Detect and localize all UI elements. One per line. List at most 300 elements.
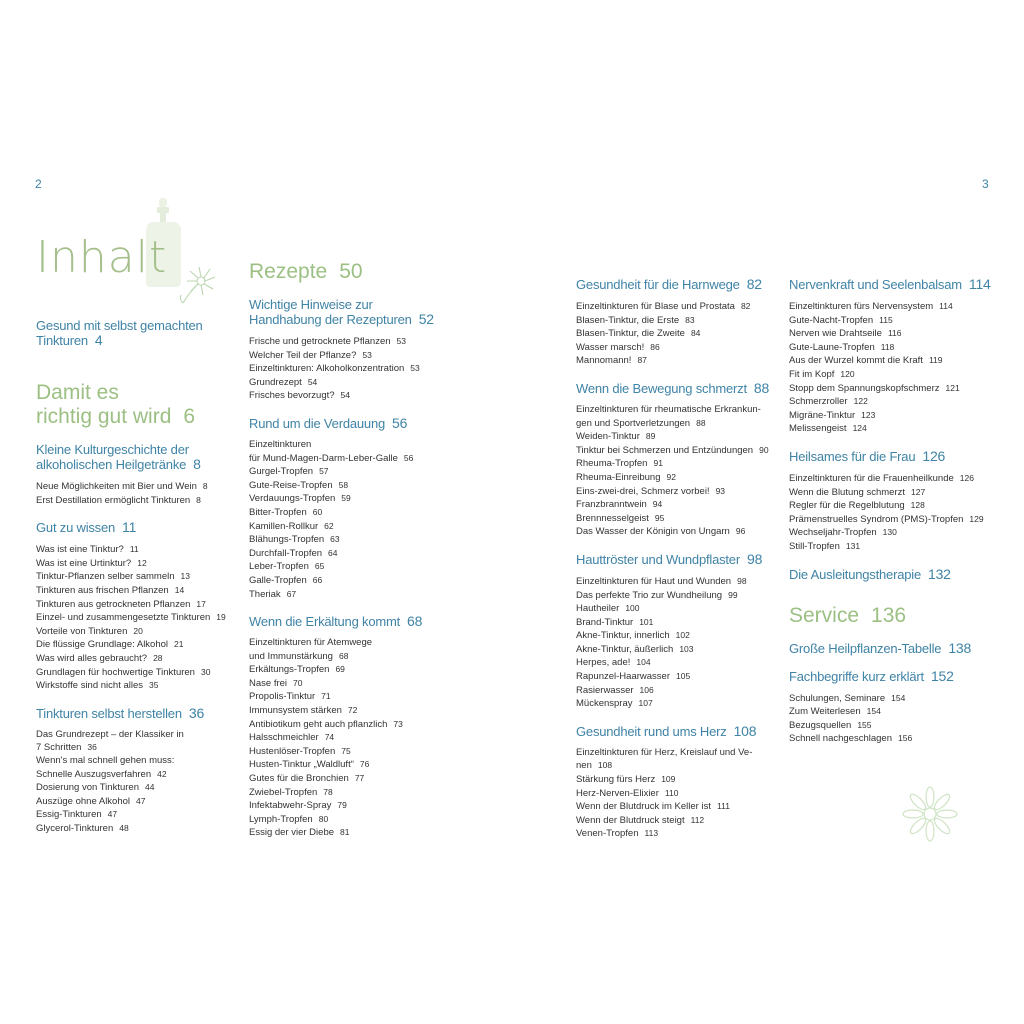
toc-entry-text: Zum Weiterlesen (789, 706, 861, 718)
toc-entry-page: 82 (740, 301, 751, 311)
toc-entry-text: Einzeltinkturen für Atemwege (249, 637, 373, 649)
toc-entry-page: 127 (911, 486, 926, 497)
toc-entry-text: Einzel- und zusammengesetzte Tinkturen (36, 612, 211, 624)
toc-entry-text: Akne-Tinktur, innerlich (576, 630, 670, 642)
toc-entry[interactable] (789, 732, 994, 746)
toc-entry-page: 47 (107, 809, 118, 820)
entry-list-gut (36, 543, 241, 693)
toc-entry[interactable] (249, 560, 474, 574)
toc-entry[interactable] (36, 666, 241, 680)
toc-entry-page: 88 (696, 417, 706, 428)
toc-entry-page: 59 (341, 493, 351, 504)
toc-entry-page: 115 (879, 314, 893, 325)
toc-entry-text: Gute-Laune-Tropfen (789, 341, 875, 353)
toc-entry[interactable] (576, 314, 781, 328)
toc-entry-page: 77 (354, 773, 365, 784)
section-heading-haut[interactable]: Hauttröster und Wundpflaster 98 (576, 550, 763, 567)
toc-entry-text: Prämenstruelles Syndrom (PMS)-Tropfen (789, 513, 964, 525)
toc-entry-text: Lymph-Tropfen (249, 813, 313, 825)
toc-entry-page: 68 (338, 650, 349, 661)
toc-entry-page: 78 (323, 786, 333, 797)
toc-entry[interactable] (249, 479, 474, 493)
section-heading-hinweise[interactable]: Wichtige Hinweise zur Handhabung der Rezepturen 52 (249, 297, 434, 327)
toc-entry[interactable] (576, 300, 781, 314)
section-heading-kultur[interactable]: Kleine Kulturgeschichte der alkoholischen Heilgetränke 8 (36, 442, 201, 472)
toc-entry[interactable] (576, 643, 781, 657)
toc-entry-page: 113 (644, 828, 659, 839)
section-heading-ausleitung[interactable]: Die Ausleitungstherapie 132 (789, 565, 951, 582)
toc-entry-text: Einzeltinkturen für rheumatische Erkrankun- (576, 403, 761, 415)
toc-entry-page: 30 (200, 666, 211, 677)
toc-entry[interactable] (576, 341, 781, 355)
toc-entry-page: 81 (340, 827, 350, 838)
toc-entry-page: 126 (959, 472, 974, 483)
toc-entry-text: Tinkturen aus frischen Pflanzen (36, 584, 169, 596)
toc-entry-page: 84 (690, 328, 701, 339)
toc-entry-page: 58 (338, 479, 349, 490)
section-heading-gut[interactable]: Gut zu wissen 11 (36, 519, 137, 536)
toc-entry[interactable] (36, 768, 241, 782)
toc-entry-page: 70 (293, 677, 303, 688)
toc-entry[interactable] (789, 526, 994, 540)
toc-entry[interactable] (36, 611, 241, 625)
toc-entry-page: 35 (149, 680, 159, 691)
toc-entry-text: Leber-Tropfen (249, 561, 309, 573)
toc-entry[interactable] (576, 773, 781, 787)
toc-entry[interactable] (36, 822, 241, 836)
toc-entry-page: 112 (690, 814, 705, 825)
toc-entry[interactable] (249, 574, 474, 588)
toc-entry[interactable] (249, 799, 474, 813)
toc-entry[interactable] (249, 704, 474, 718)
toc-entry[interactable] (36, 729, 241, 742)
toc-entry-page: 105 (675, 671, 691, 682)
toc-entry[interactable] (576, 327, 781, 341)
entry-list-service (789, 692, 994, 746)
toc-entry-page: 76 (359, 759, 370, 770)
toc-entry-text: Gurgel-Tropfen (249, 466, 314, 478)
toc-entry-text: Still-Tropfen (789, 540, 840, 552)
toc-entry[interactable] (789, 499, 994, 513)
toc-entry-page: 79 (337, 800, 347, 811)
toc-entry[interactable] (249, 492, 474, 506)
toc-entry-text: Hautheiler (576, 603, 620, 615)
toc-entry[interactable] (36, 795, 241, 809)
toc-entry[interactable] (249, 663, 474, 677)
toc-entry-text: Einzeltinkturen: Alkoholkonzentration (249, 363, 405, 375)
toc-entry[interactable] (36, 570, 241, 584)
toc-entry[interactable] (576, 747, 781, 760)
toc-entry-page: 63 (330, 534, 340, 545)
part-heading-3[interactable]: Service 136 (789, 603, 907, 627)
toc-entry-text: Schulungen, Seminare (789, 692, 886, 704)
toc-entry[interactable] (576, 814, 781, 828)
entry-list-herz (576, 747, 781, 841)
toc-entry-page: 71 (321, 691, 331, 702)
entry-list-nerven (789, 300, 994, 436)
toc-entry-page: 123 (861, 409, 876, 420)
toc-entry[interactable] (576, 616, 781, 630)
toc-entry[interactable] (36, 598, 241, 612)
toc-entry[interactable] (36, 494, 241, 508)
toc-entry[interactable] (789, 327, 994, 341)
toc-entry-page: 12 (137, 557, 147, 568)
toc-entry[interactable] (249, 745, 474, 759)
toc-entry[interactable] (249, 786, 474, 800)
toc-entry[interactable] (789, 705, 994, 719)
toc-entry[interactable] (249, 637, 474, 650)
toc-entry-page: 128 (910, 500, 925, 511)
toc-entry[interactable] (576, 512, 781, 526)
toc-entry[interactable] (576, 575, 781, 589)
toc-entry-text: Migräne-Tinktur (789, 409, 856, 421)
page-number-right: 3 (982, 177, 989, 191)
toc-entry-text: Herz-Nerven-Elixier (576, 787, 659, 799)
toc-entry[interactable] (576, 800, 781, 814)
toc-entry-text: Akne-Tinktur, äußerlich (576, 643, 674, 655)
toc-entry[interactable] (36, 741, 241, 755)
toc-entry[interactable] (36, 584, 241, 598)
toc-entry-text: für Mund-Magen-Darm-Leber-Galle (249, 452, 398, 464)
toc-entry-page: 100 (625, 603, 640, 614)
toc-entry[interactable] (789, 382, 994, 396)
toc-entry-text: Nase frei (249, 677, 288, 689)
toc-entry-text: Erst Destillation ermöglicht Tinkturen (36, 494, 191, 506)
toc-entry-page: 119 (928, 355, 943, 366)
toc-entry[interactable] (576, 602, 781, 616)
section-heading-harnwege[interactable]: Gesundheit für die Harnwege 82 (576, 276, 762, 292)
toc-entry-text: Tinkturen aus getrockneten Pflanzen (36, 598, 191, 610)
toc-entry-page: 8 (196, 494, 201, 505)
toc-entry-text: Aus der Wurzel kommt die Kraft (789, 355, 923, 367)
toc-entry-page: 92 (666, 471, 676, 482)
toc-entry-page: 14 (174, 584, 185, 595)
toc-entry[interactable] (249, 439, 474, 452)
toc-entry-text: Immunsystem stärken (249, 705, 342, 717)
toc-entry-text: Rheuma-Einreibung (576, 471, 661, 483)
toc-entry[interactable] (789, 540, 994, 554)
toc-entry-text: Mückenspray (576, 698, 633, 710)
toc-entry[interactable] (249, 465, 474, 479)
toc-entry-text: Theriak (249, 588, 281, 600)
toc-entry-text: Hustenlöser-Tropfen (249, 745, 336, 757)
toc-entry[interactable] (576, 629, 781, 643)
toc-entry-page: 72 (347, 705, 358, 716)
toc-entry-page: 47 (136, 795, 146, 806)
toc-entry-page: 154 (866, 706, 881, 717)
toc-entry[interactable] (249, 772, 474, 786)
toc-entry[interactable] (576, 759, 781, 773)
section-heading-heilpflanzen[interactable]: Große Heilpflanzen-Tabelle 138 (789, 639, 972, 656)
toc-entry-text: Husten-Tinktur „Waldluft“ (249, 759, 354, 771)
toc-entry-text: Dosierung von Tinkturen (36, 782, 139, 794)
toc-entry-text: Propolis-Tinktur (249, 691, 316, 703)
toc-entry[interactable] (249, 813, 474, 827)
toc-entry-text: Das perfekte Trio zur Wundheilung (576, 589, 723, 601)
toc-entry[interactable] (576, 656, 781, 670)
toc-entry[interactable] (36, 755, 241, 768)
toc-entry-text: Galle-Tropfen (249, 574, 307, 586)
toc-entry[interactable] (249, 335, 474, 349)
toc-entry-text: Einzeltinkturen für Herz, Kreislauf und Ve- (576, 746, 753, 758)
toc-entry-text: Blasen-Tinktur, die Erste (576, 314, 680, 326)
toc-entry[interactable] (789, 692, 994, 706)
section-heading-herstellen[interactable]: Tinkturen selbst herstellen 36 (36, 704, 205, 721)
section-heading-nerven[interactable]: Nervenkraft und Seelenbalsam 114 (789, 276, 991, 292)
entry-list-erkaeltung (249, 637, 474, 840)
toc-entry[interactable] (789, 486, 994, 500)
toc-entry[interactable] (576, 404, 781, 417)
toc-entry-text: Durchfall-Tropfen (249, 547, 323, 559)
toc-entry-page: 104 (636, 657, 651, 668)
toc-entry[interactable] (36, 557, 241, 571)
toc-entry-page: 90 (759, 444, 769, 455)
toc-entry[interactable] (249, 376, 474, 390)
toc-entry-text: Rasierwasser (576, 684, 634, 696)
toc-entry-page: 130 (882, 527, 897, 538)
toc-entry-page: 60 (312, 506, 323, 517)
toc-entry-text: Herpes, ade! (576, 657, 631, 669)
toc-entry-page: 64 (328, 547, 338, 558)
toc-entry-page: 114 (939, 301, 953, 311)
entry-list-hinweise (249, 335, 474, 403)
toc-entry-page: 155 (857, 719, 872, 730)
toc-entry[interactable] (789, 422, 994, 436)
toc-entry[interactable] (249, 650, 474, 664)
page-title: Inhalt (36, 232, 168, 283)
toc-column-4 (789, 277, 994, 746)
toc-entry-page: 20 (133, 625, 143, 636)
toc-entry-page: 106 (639, 684, 654, 695)
toc-entry-page: 87 (637, 355, 647, 366)
toc-entry[interactable] (249, 758, 474, 772)
entry-list-bewegung (576, 404, 781, 539)
toc-entry[interactable] (249, 731, 474, 745)
toc-entry-text: Halsschmeichler (249, 732, 319, 744)
toc-entry-text: Tinktur-Pflanzen selber sammeln (36, 571, 175, 583)
toc-entry-text: Zwiebel-Tropfen (249, 786, 318, 798)
toc-entry[interactable] (576, 827, 781, 841)
toc-entry-text: Eins-zwei-drei, Schmerz vorbei! (576, 485, 710, 497)
toc-entry-text: Was ist eine Tinktur? (36, 544, 124, 556)
toc-entry[interactable] (249, 533, 474, 547)
toc-entry[interactable] (576, 697, 781, 711)
toc-entry-text: Brand-Tinktur (576, 616, 634, 628)
toc-entry-page: 48 (119, 822, 129, 833)
page-number-left: 2 (35, 177, 42, 191)
toc-entry[interactable] (789, 409, 994, 423)
entry-list-frau (789, 472, 994, 554)
toc-entry-text: Rapunzel-Haarwasser (576, 671, 670, 683)
toc-entry-text: Wechseljahr-Tropfen (789, 527, 877, 539)
section-heading-fachbegriffe[interactable]: Fachbegriffe kurz erklärt 152 (789, 667, 954, 684)
part-heading-1[interactable]: Damit es richtig gut wird 6 (36, 381, 196, 428)
toc-entry[interactable] (36, 652, 241, 666)
toc-entry-page: 89 (645, 431, 656, 442)
toc-entry-intro[interactable]: Gesund mit selbst gemachten Tinkturen 4 (36, 318, 203, 348)
toc-entry-page: 53 (362, 349, 372, 360)
toc-entry-page: 66 (312, 574, 323, 585)
toc-entry-text: Wenn die Blutung schmerzt (789, 486, 905, 498)
toc-entry[interactable] (249, 452, 474, 466)
toc-entry-page: 94 (652, 499, 663, 510)
toc-entry-text: Blähungs-Tropfen (249, 534, 325, 546)
toc-entry-text: Regler für die Regelblutung (789, 500, 905, 512)
toc-entry-page: 98 (737, 575, 747, 586)
toc-entry[interactable] (249, 826, 474, 840)
toc-entry-text: Rheuma-Tropfen (576, 458, 648, 470)
toc-entry-text: Die flüssige Grundlage: Alkohol (36, 639, 169, 651)
entry-list-verdauung (249, 439, 474, 601)
toc-entry-page: 101 (639, 616, 654, 627)
toc-entry[interactable] (36, 625, 241, 639)
toc-entry-page: 103 (679, 643, 694, 654)
toc-entry[interactable] (249, 362, 474, 376)
toc-entry-text: Gutes für die Bronchien (249, 773, 349, 785)
toc-entry-page: 120 (840, 368, 855, 379)
toc-entry-page: 19 (216, 612, 226, 623)
toc-entry[interactable] (789, 341, 994, 355)
toc-entry-page: 54 (340, 390, 351, 401)
toc-entry-text: Bezugsquellen (789, 719, 852, 731)
toc-entry-page: 56 (403, 452, 414, 463)
toc-entry[interactable] (36, 781, 241, 795)
toc-entry[interactable] (576, 684, 781, 698)
toc-entry-page: 131 (845, 540, 861, 551)
toc-entry[interactable] (576, 589, 781, 603)
toc-entry[interactable] (576, 471, 781, 485)
toc-entry[interactable] (36, 638, 241, 652)
toc-entry[interactable] (789, 314, 994, 328)
part-heading-2[interactable]: Rezepte 50 (249, 260, 363, 283)
section-heading-frau[interactable]: Heilsames für die Frau 126 (789, 447, 946, 464)
toc-entry[interactable] (576, 457, 781, 471)
toc-entry-page: 80 (318, 813, 329, 824)
toc-entry-text: gen und Sportverletzungen (576, 417, 691, 429)
section-heading-verdauung[interactable]: Rund um die Verdauung 56 (249, 414, 408, 431)
toc-entry[interactable] (576, 670, 781, 684)
toc-entry-text: Blasen-Tinktur, die Zweite (576, 328, 685, 340)
toc-entry-page: 111 (717, 801, 730, 812)
section-heading-herz[interactable]: Gesundheit rund ums Herz 108 (576, 722, 757, 739)
toc-entry[interactable] (249, 547, 474, 561)
toc-entry-text: Frisches bevorzugt? (249, 390, 335, 402)
toc-entry[interactable] (249, 389, 474, 403)
toc-entry-page: 154 (891, 692, 906, 703)
toc-entry[interactable] (789, 300, 994, 314)
toc-entry-page: 109 (661, 774, 676, 785)
toc-entry[interactable] (249, 349, 474, 363)
toc-entry-page: 69 (335, 664, 345, 675)
toc-entry-page: 73 (393, 718, 403, 729)
toc-entry-text: Venen-Tropfen (576, 828, 639, 840)
toc-entry[interactable] (576, 430, 781, 444)
toc-entry-page: 107 (638, 698, 653, 709)
toc-entry-text: Frische und getrocknete Pflanzen (249, 336, 391, 347)
toc-entry-text: Mannomann! (576, 355, 632, 367)
toc-entry-text: Schnelle Auszugsverfahren (36, 768, 152, 780)
toc-entry-text: 7 Schritten (36, 742, 82, 754)
toc-entry-page: 108 (597, 760, 613, 771)
toc-entry[interactable] (249, 520, 474, 534)
toc-entry[interactable] (576, 498, 781, 512)
section-heading-erkaeltung[interactable]: Wenn die Erkältung kommt 68 (249, 613, 423, 630)
toc-entry-page: 8 (202, 481, 208, 491)
toc-entry[interactable] (249, 588, 474, 602)
toc-entry[interactable] (789, 719, 994, 733)
toc-entry-text: Verdauungs-Tropfen (249, 493, 336, 505)
toc-entry[interactable] (36, 808, 241, 822)
toc-entry-page: 75 (341, 745, 351, 756)
toc-entry-page: 67 (286, 588, 297, 599)
toc-entry-text: Gute-Reise-Tropfen (249, 479, 333, 491)
toc-entry-page: 116 (887, 328, 902, 339)
toc-entry-page: 11 (129, 544, 139, 555)
toc-entry[interactable] (789, 395, 994, 409)
toc-entry-text: Fit im Kopf (789, 368, 835, 380)
toc-entry[interactable] (576, 444, 781, 458)
toc-entry[interactable] (249, 677, 474, 691)
toc-entry[interactable] (36, 480, 241, 494)
toc-entry-page: 13 (180, 571, 190, 582)
toc-entry-text: Einzeltinkturen für die Frauenheilkunde (789, 472, 954, 484)
toc-entry[interactable] (36, 543, 241, 557)
toc-entry-text: Einzeltinkturen (249, 438, 312, 450)
toc-entry[interactable] (36, 679, 241, 693)
toc-entry-page: 44 (144, 782, 155, 793)
toc-entry-page: 99 (728, 589, 738, 600)
toc-entry-text: Schmerzroller (789, 396, 848, 408)
toc-column-1 (36, 232, 241, 835)
toc-entry[interactable] (789, 472, 994, 486)
toc-entry[interactable] (576, 417, 781, 431)
toc-entry[interactable] (249, 690, 474, 704)
toc-entry[interactable] (576, 787, 781, 801)
toc-entry[interactable] (249, 506, 474, 520)
toc-entry-page: 102 (675, 630, 690, 641)
toc-entry[interactable] (789, 513, 994, 527)
toc-entry[interactable] (576, 485, 781, 499)
toc-entry-page: 54 (307, 376, 318, 387)
toc-entry-text: Infektabwehr-Spray (249, 800, 332, 812)
section-heading-bewegung[interactable]: Wenn die Bewegung schmerzt 88 (576, 379, 770, 396)
entry-list-haut (576, 575, 781, 711)
toc-entry-text: Franzbranntwein (576, 499, 647, 511)
toc-entry-text: Essig der vier Diebe (249, 827, 335, 839)
toc-entry[interactable] (576, 354, 781, 368)
toc-entry-text: Tinktur bei Schmerzen und Entzündungen (576, 444, 754, 456)
toc-entry-text: Was wird alles gebraucht? (36, 652, 148, 664)
toc-entry-page: 122 (853, 396, 868, 407)
toc-entry-page: 53 (396, 336, 406, 346)
toc-entry-text: Wenn der Blutdruck steigt (576, 814, 685, 826)
toc-entry[interactable] (789, 368, 994, 382)
toc-entry-text: Einzeltinkturen für Blase und Prostata (576, 301, 735, 312)
entry-list-herstellen (36, 729, 241, 836)
toc-entry[interactable] (576, 525, 781, 539)
toc-entry-page: 65 (314, 561, 325, 572)
toc-entry-text: Wirkstoffe sind nicht alles (36, 680, 144, 692)
toc-entry-text: Das Wasser der Königin von Ungarn (576, 526, 730, 538)
toc-entry-page: 93 (715, 485, 726, 496)
toc-entry-page: 62 (324, 520, 334, 531)
toc-entry[interactable] (789, 354, 994, 368)
toc-entry-text: Gute-Nacht-Tropfen (789, 314, 874, 326)
toc-entry-page: 36 (87, 742, 97, 753)
toc-entry[interactable] (249, 718, 474, 732)
toc-entry-text: Brennnesselgeist (576, 512, 649, 524)
toc-entry-page: 74 (324, 732, 335, 743)
